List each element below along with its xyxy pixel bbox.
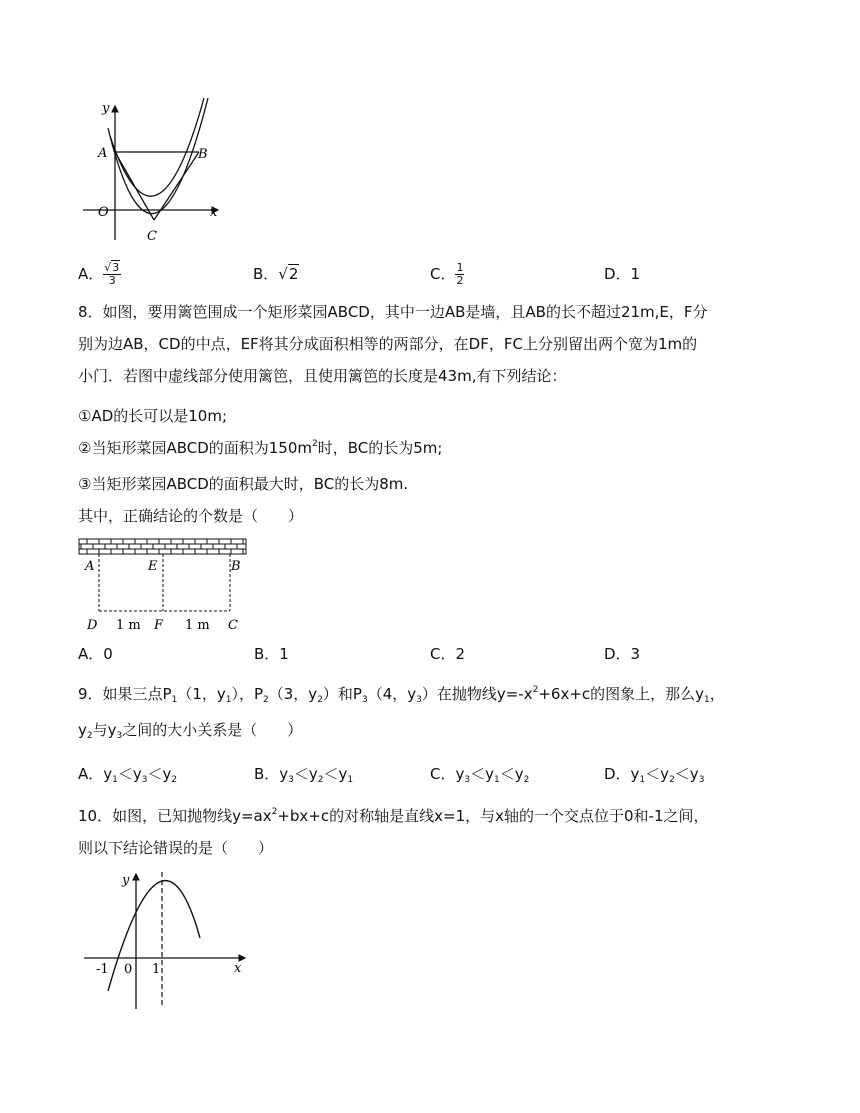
q10-line-1: 10．如图，已知抛物线$y=ax^2+bx+c$的对称轴是直线x=1，与x轴的一个交点位于0和-1之间， — [78, 807, 709, 825]
q9-option-d[interactable]: D．$y_1<y_2<y_3$ — [604, 765, 705, 785]
q7-parabola-figure — [80, 98, 230, 248]
q9-line-1: 9．如果三点$P_1(1$，$y_1$），$P_2(3$，$y_2$）和$P_3(4$，$y_3$）在抛物线$y=-x^2+6x+c$的图象上，那么$y_1$， — [78, 685, 725, 705]
q9-line-2: $y_2$与$y_3$之间的大小关系是（ ） — [78, 721, 303, 741]
q7-label-x: x — [210, 205, 218, 220]
q10-label-minus-1: -1 — [96, 962, 109, 977]
q10-label-x: x — [234, 961, 242, 976]
q8-option-d[interactable]: D．3 — [604, 645, 641, 663]
q8-line-1: 8．如图，要用篱笆围成一个矩形菜园ABCD，其中一边AB是墙，且AB的长不超过21m,E，F分 — [78, 303, 708, 321]
q8-label-a: A — [85, 559, 95, 574]
q7-label-a: A — [98, 146, 108, 161]
q8-option-b[interactable]: B．1 — [254, 645, 289, 663]
q8-conclusion-2: ②当矩形菜园ABCD的面积为$150m^2$时，BC的长为5m; — [78, 439, 443, 457]
q7-label-y: y — [102, 101, 110, 116]
q8-label-d: D — [87, 618, 98, 633]
q9-option-a[interactable]: A．$y_1<y_3<y_2$ — [78, 765, 178, 785]
q7-option-b[interactable]: B．√2 — [253, 265, 299, 283]
q10-parabola-figure — [80, 866, 250, 1011]
q7-label-o: O — [98, 205, 109, 220]
q7-option-c[interactable]: C． $\frac{1}{2}$ — [430, 261, 464, 287]
q8-label-c: C — [228, 618, 238, 633]
q8-garden-figure — [78, 538, 248, 633]
q7-parabola-1 — [108, 98, 208, 214]
q8-conclusion-3: ③当矩形菜园ABCD的面积最大时，BC的长为8m. — [78, 475, 409, 493]
q10-label-y: y — [122, 873, 130, 888]
q7-option-a[interactable]: A． $\frac{√3}{3}$ — [78, 261, 120, 287]
q8-option-c[interactable]: C．2 — [430, 645, 466, 663]
q7-label-c: C — [147, 229, 157, 244]
q8-gap-2: 1 m — [185, 618, 210, 633]
q9-option-b[interactable]: B．$y_3<y_2<y_1$ — [254, 765, 354, 785]
q8-label-e: E — [148, 559, 158, 574]
q8-label-b: B — [231, 559, 241, 574]
q8-wall — [79, 539, 246, 554]
q8-fence — [99, 554, 230, 611]
q8-line-3: 小门．若图中虚线部分使用篱笆，且使用篱笆的长度是43m,有下列结论： — [78, 367, 567, 385]
q8-label-f: F — [154, 618, 164, 633]
q10-label-1: 1 — [152, 962, 161, 977]
q8-gap-1: 1 m — [116, 618, 141, 633]
q9-option-c[interactable]: C．$y_3<y_1<y_2$ — [430, 765, 530, 785]
q8-option-a[interactable]: A．0 — [78, 645, 113, 663]
q10-line-2: 则以下结论错误的是（ ） — [78, 839, 274, 857]
q7-label-b: B — [198, 147, 208, 162]
q10-label-origin: 0 — [124, 962, 133, 977]
q8-line-2: 别为边AB，CD的中点，EF将其分成面积相等的两部分，在DF，FC上分别留出两个宽为1m的 — [78, 335, 698, 353]
q8-question: 其中，正确结论的个数是（ ） — [78, 507, 304, 525]
q7-option-d[interactable]: D．1 — [604, 265, 641, 283]
q8-conclusion-1: ①AD的长可以是10m; — [78, 407, 228, 425]
